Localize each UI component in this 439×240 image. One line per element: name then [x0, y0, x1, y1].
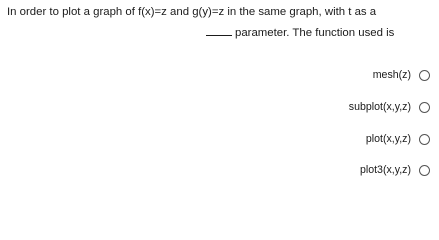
option-label-subplot: subplot(x,y,z) — [348, 101, 411, 113]
option-label-plot3: plot3(x,y,z) — [359, 164, 411, 176]
option-label-mesh: mesh(z) — [372, 69, 411, 81]
question-line-1: In order to plot a graph of f(x)=z and g(y)=z in the same graph, with t as a — [7, 6, 377, 18]
radio-button-plot[interactable] — [419, 134, 430, 145]
option-mesh[interactable] — [373, 69, 430, 81]
option-subplot[interactable] — [349, 101, 430, 113]
option-plot3[interactable] — [360, 164, 430, 176]
radio-button-plot3[interactable] — [419, 165, 430, 176]
option-label-plot: plot(x,y,z) — [365, 133, 411, 145]
option-plot[interactable] — [366, 133, 430, 145]
radio-button-subplot[interactable] — [419, 102, 430, 113]
radio-button-mesh[interactable] — [419, 70, 430, 81]
question-line-2-text: parameter. The function used is — [235, 27, 395, 39]
